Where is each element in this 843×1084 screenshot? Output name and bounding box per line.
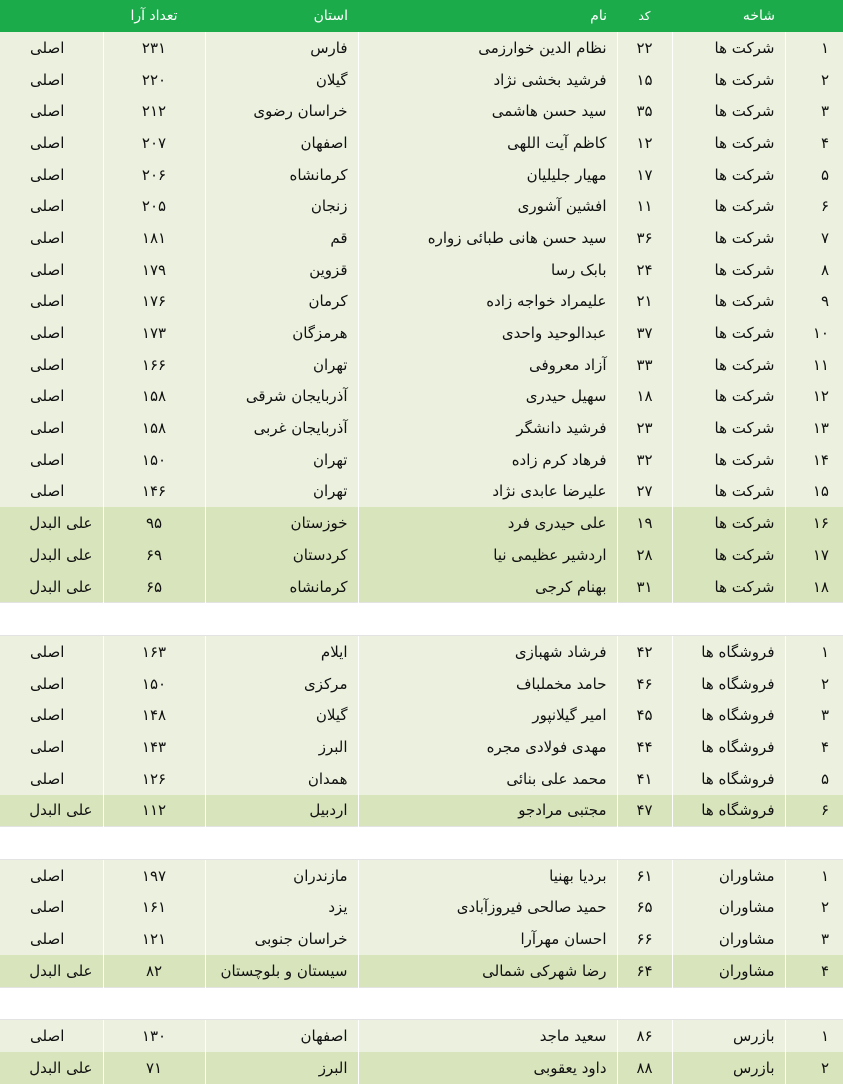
table-row [0, 571, 843, 603]
row-name: رضا شهرکی شمالی [358, 955, 617, 987]
table-row [0, 317, 843, 349]
row-name: فرشید دانشگر [358, 412, 617, 444]
row-index [785, 987, 843, 1020]
row-code: ۴۴ [617, 731, 672, 763]
row-code: ۱۲ [617, 127, 672, 159]
row-province: مرکزی [205, 668, 358, 700]
table-row [0, 699, 843, 731]
row-index: ۱۰ [785, 317, 843, 349]
row-index: ۶ [785, 190, 843, 222]
row-status: اصلی [0, 859, 103, 891]
row-province: اصفهان [205, 127, 358, 159]
row-index: ۱ [785, 636, 843, 668]
table-row [0, 1052, 843, 1084]
row-index: ۹ [785, 286, 843, 318]
row-name: محمد علی بنائی [358, 763, 617, 795]
row-code: ۲۸ [617, 539, 672, 571]
row-votes: ۱۷۹ [103, 254, 205, 286]
row-name: مهیار جلیلیان [358, 159, 617, 191]
row-code: ۲۳ [617, 412, 672, 444]
row-votes: ۸۲ [103, 955, 205, 987]
row-index: ۲ [785, 64, 843, 96]
row-code: ۲۲ [617, 32, 672, 64]
row-code [617, 987, 672, 1020]
row-branch: مشاوران [672, 859, 785, 891]
row-index: ۱۵ [785, 476, 843, 508]
row-index: ۴ [785, 955, 843, 987]
table-row [0, 539, 843, 571]
row-votes: ۱۴۸ [103, 699, 205, 731]
row-status: اصلی [0, 892, 103, 924]
row-branch: شرکت ها [672, 127, 785, 159]
row-code: ۳۵ [617, 95, 672, 127]
row-province: کردستان [205, 539, 358, 571]
row-votes: ۶۹ [103, 539, 205, 571]
row-name: سید حسن هانی طبائی زواره [358, 222, 617, 254]
row-index: ۵ [785, 763, 843, 795]
row-index: ۳ [785, 699, 843, 731]
row-branch: فروشگاه ها [672, 731, 785, 763]
row-province: ایلام [205, 636, 358, 668]
row-status: اصلی [0, 317, 103, 349]
table-row [0, 286, 843, 318]
row-branch: فروشگاه ها [672, 795, 785, 827]
row-index: ۸ [785, 254, 843, 286]
table-row [0, 795, 843, 827]
row-name [358, 827, 617, 860]
row-votes: ۱۷۳ [103, 317, 205, 349]
row-name: فرشید بخشی نژاد [358, 64, 617, 96]
row-branch: فروشگاه ها [672, 636, 785, 668]
header-row [0, 0, 843, 32]
row-branch: بازرس [672, 1052, 785, 1084]
table-row [0, 127, 843, 159]
row-branch: شرکت ها [672, 539, 785, 571]
row-name: فرشاد شهبازی [358, 636, 617, 668]
row-branch: شرکت ها [672, 286, 785, 318]
row-code: ۴۶ [617, 668, 672, 700]
row-name: علیرضا عابدی نژاد [358, 476, 617, 508]
row-province: یزد [205, 892, 358, 924]
table-row [0, 254, 843, 286]
row-name: مهدی فولادی مجره [358, 731, 617, 763]
row-votes: ۱۲۱ [103, 923, 205, 955]
row-code: ۱۸ [617, 381, 672, 413]
row-province: کرمانشاه [205, 159, 358, 191]
row-votes: ۱۷۶ [103, 286, 205, 318]
table-row [0, 1020, 843, 1052]
row-name: نظام الدین خوارزمی [358, 32, 617, 64]
row-status: اصلی [0, 286, 103, 318]
row-index: ۱۸ [785, 571, 843, 603]
table-row [0, 222, 843, 254]
row-votes: ۶۵ [103, 571, 205, 603]
row-code [617, 827, 672, 860]
row-votes: ۲۳۱ [103, 32, 205, 64]
row-index [785, 827, 843, 860]
row-name: آزاد معروفی [358, 349, 617, 381]
row-status: اصلی [0, 349, 103, 381]
row-name: بهنام کرجی [358, 571, 617, 603]
row-code: ۳۳ [617, 349, 672, 381]
row-name: سید حسن هاشمی [358, 95, 617, 127]
row-branch [672, 827, 785, 860]
row-code: ۳۷ [617, 317, 672, 349]
row-name: سهیل حیدری [358, 381, 617, 413]
row-index: ۱۶ [785, 507, 843, 539]
row-branch: مشاوران [672, 955, 785, 987]
row-status: اصلی [0, 476, 103, 508]
header-votes: تعداد آرا [103, 0, 205, 32]
row-name: مجتبی مرادجو [358, 795, 617, 827]
row-code: ۶۵ [617, 892, 672, 924]
row-votes: ۲۲۰ [103, 64, 205, 96]
row-votes: ۱۵۰ [103, 668, 205, 700]
row-branch: مشاوران [672, 892, 785, 924]
row-code: ۸۸ [617, 1052, 672, 1084]
header-index [785, 0, 843, 32]
row-votes: ۱۱۲ [103, 795, 205, 827]
row-status: علی البدل [0, 955, 103, 987]
table-row [0, 412, 843, 444]
row-status: اصلی [0, 731, 103, 763]
row-status: علی البدل [0, 507, 103, 539]
row-name: عبدالوحید واحدی [358, 317, 617, 349]
row-index: ۴ [785, 731, 843, 763]
row-province: تهران [205, 444, 358, 476]
row-votes: ۱۶۳ [103, 636, 205, 668]
row-code: ۱۵ [617, 64, 672, 96]
row-code: ۴۱ [617, 763, 672, 795]
table-row [0, 159, 843, 191]
row-province: تهران [205, 349, 358, 381]
row-province: آذربایجان شرقی [205, 381, 358, 413]
row-branch [672, 987, 785, 1020]
row-branch: بازرس [672, 1020, 785, 1052]
row-code [617, 603, 672, 636]
row-province: همدان [205, 763, 358, 795]
row-votes: ۱۵۰ [103, 444, 205, 476]
row-code: ۳۶ [617, 222, 672, 254]
row-province: گیلان [205, 64, 358, 96]
row-status: اصلی [0, 444, 103, 476]
row-province: خراسان رضوی [205, 95, 358, 127]
row-votes: ۲۰۵ [103, 190, 205, 222]
row-province: فارس [205, 32, 358, 64]
row-index: ۱۷ [785, 539, 843, 571]
row-name [358, 603, 617, 636]
row-province: البرز [205, 1052, 358, 1084]
table-row [0, 32, 843, 64]
row-province: خوزستان [205, 507, 358, 539]
row-status: اصلی [0, 222, 103, 254]
row-province: اردبیل [205, 795, 358, 827]
row-code: ۱۱ [617, 190, 672, 222]
row-status: اصلی [0, 923, 103, 955]
row-votes: ۱۸۱ [103, 222, 205, 254]
row-votes: ۲۰۶ [103, 159, 205, 191]
row-index: ۴ [785, 127, 843, 159]
row-branch: شرکت ها [672, 32, 785, 64]
row-votes: ۱۶۱ [103, 892, 205, 924]
row-branch: شرکت ها [672, 317, 785, 349]
header-name: نام [358, 0, 617, 32]
row-votes: ۲۰۷ [103, 127, 205, 159]
row-province: کرمان [205, 286, 358, 318]
row-code: ۶۶ [617, 923, 672, 955]
row-status: علی البدل [0, 795, 103, 827]
row-province: قم [205, 222, 358, 254]
row-province: هرمزگان [205, 317, 358, 349]
row-votes: ۱۵۸ [103, 381, 205, 413]
row-index: ۲ [785, 668, 843, 700]
row-branch: شرکت ها [672, 381, 785, 413]
row-branch: شرکت ها [672, 159, 785, 191]
row-votes: ۲۱۲ [103, 95, 205, 127]
row-province: زنجان [205, 190, 358, 222]
row-province: گیلان [205, 699, 358, 731]
table-row [0, 636, 843, 668]
table-body [0, 32, 843, 1084]
row-votes: ۱۳۰ [103, 1020, 205, 1052]
row-name: کاظم آیت اللهی [358, 127, 617, 159]
row-province: آذربایجان غربی [205, 412, 358, 444]
row-province [205, 987, 358, 1020]
row-name: اردشیر عظیمی نیا [358, 539, 617, 571]
row-status: اصلی [0, 64, 103, 96]
row-votes [103, 827, 205, 860]
row-code: ۶۴ [617, 955, 672, 987]
row-name: حامد مخملباف [358, 668, 617, 700]
row-branch: شرکت ها [672, 507, 785, 539]
row-code: ۳۱ [617, 571, 672, 603]
row-branch: شرکت ها [672, 254, 785, 286]
row-name: بردیا بهنیا [358, 859, 617, 891]
row-branch: شرکت ها [672, 571, 785, 603]
spacer-row [0, 603, 843, 636]
row-votes [103, 603, 205, 636]
table-row [0, 381, 843, 413]
row-name: بابک رسا [358, 254, 617, 286]
row-province: خراسان جنوبی [205, 923, 358, 955]
table-row [0, 444, 843, 476]
row-status: اصلی [0, 668, 103, 700]
row-status [0, 987, 103, 1020]
header-branch: شاخه [672, 0, 785, 32]
row-name: حمید صالحی فیروزآبادی [358, 892, 617, 924]
row-branch: شرکت ها [672, 349, 785, 381]
row-status: علی البدل [0, 571, 103, 603]
row-status [0, 827, 103, 860]
table-row [0, 731, 843, 763]
row-code: ۱۹ [617, 507, 672, 539]
row-status: علی البدل [0, 1052, 103, 1084]
row-votes: ۱۲۶ [103, 763, 205, 795]
row-index [785, 603, 843, 636]
row-votes: ۱۹۷ [103, 859, 205, 891]
row-province: اصفهان [205, 1020, 358, 1052]
row-status: اصلی [0, 95, 103, 127]
row-status: علی البدل [0, 539, 103, 571]
row-name: علی حیدری فرد [358, 507, 617, 539]
row-code: ۴۵ [617, 699, 672, 731]
row-votes: ۱۴۶ [103, 476, 205, 508]
row-name: داود یعقوبی [358, 1052, 617, 1084]
table-row [0, 95, 843, 127]
spacer-row [0, 987, 843, 1020]
row-branch: مشاوران [672, 923, 785, 955]
row-branch: فروشگاه ها [672, 763, 785, 795]
table-row [0, 64, 843, 96]
row-index: ۱۱ [785, 349, 843, 381]
row-branch: شرکت ها [672, 412, 785, 444]
row-index: ۶ [785, 795, 843, 827]
row-index: ۱ [785, 859, 843, 891]
row-index: ۳ [785, 923, 843, 955]
row-branch [672, 603, 785, 636]
row-province: البرز [205, 731, 358, 763]
row-index: ۵ [785, 159, 843, 191]
row-code: ۲۷ [617, 476, 672, 508]
row-status [0, 603, 103, 636]
row-index: ۳ [785, 95, 843, 127]
row-code: ۴۷ [617, 795, 672, 827]
row-index: ۲ [785, 1052, 843, 1084]
row-status: اصلی [0, 763, 103, 795]
table-row [0, 190, 843, 222]
row-code: ۲۴ [617, 254, 672, 286]
row-status: اصلی [0, 254, 103, 286]
row-code: ۳۲ [617, 444, 672, 476]
header-code: کد [617, 0, 672, 32]
table-row [0, 955, 843, 987]
row-branch: فروشگاه ها [672, 699, 785, 731]
row-province: کرمانشاه [205, 571, 358, 603]
header-province: استان [205, 0, 358, 32]
row-branch: شرکت ها [672, 476, 785, 508]
row-code: ۱۷ [617, 159, 672, 191]
row-name: سعید ماجد [358, 1020, 617, 1052]
row-branch: شرکت ها [672, 64, 785, 96]
row-province: تهران [205, 476, 358, 508]
row-status: اصلی [0, 1020, 103, 1052]
row-votes: ۱۴۳ [103, 731, 205, 763]
row-province: قزوین [205, 254, 358, 286]
row-index: ۱۳ [785, 412, 843, 444]
row-status: اصلی [0, 159, 103, 191]
table-row [0, 892, 843, 924]
table-row [0, 859, 843, 891]
row-name [358, 987, 617, 1020]
row-votes: ۱۶۶ [103, 349, 205, 381]
header-status [0, 0, 103, 32]
row-status: اصلی [0, 381, 103, 413]
table-row [0, 507, 843, 539]
row-index: ۷ [785, 222, 843, 254]
row-index: ۱ [785, 32, 843, 64]
row-name: افشین آشوری [358, 190, 617, 222]
row-status: اصلی [0, 412, 103, 444]
row-name: احسان مهرآرا [358, 923, 617, 955]
row-name: فرهاد کرم زاده [358, 444, 617, 476]
row-votes: ۷۱ [103, 1052, 205, 1084]
row-status: اصلی [0, 190, 103, 222]
table-row [0, 476, 843, 508]
row-index: ۱۲ [785, 381, 843, 413]
row-code: ۲۱ [617, 286, 672, 318]
row-status: اصلی [0, 699, 103, 731]
row-province: سیستان و بلوچستان [205, 955, 358, 987]
spacer-row [0, 827, 843, 860]
row-code: ۴۲ [617, 636, 672, 668]
row-branch: شرکت ها [672, 95, 785, 127]
row-name: امیر گیلانپور [358, 699, 617, 731]
row-province [205, 603, 358, 636]
row-votes: ۹۵ [103, 507, 205, 539]
row-branch: شرکت ها [672, 222, 785, 254]
table-row [0, 923, 843, 955]
row-index: ۱ [785, 1020, 843, 1052]
table-row [0, 349, 843, 381]
row-status: اصلی [0, 32, 103, 64]
row-votes: ۱۵۸ [103, 412, 205, 444]
row-status: اصلی [0, 127, 103, 159]
row-code: ۶۱ [617, 859, 672, 891]
row-branch: شرکت ها [672, 444, 785, 476]
row-code: ۸۶ [617, 1020, 672, 1052]
row-index: ۱۴ [785, 444, 843, 476]
row-province [205, 827, 358, 860]
row-province: مازندران [205, 859, 358, 891]
row-name: علیمراد خواجه زاده [358, 286, 617, 318]
row-votes [103, 987, 205, 1020]
row-branch: شرکت ها [672, 190, 785, 222]
table-row [0, 763, 843, 795]
table-row [0, 668, 843, 700]
row-index: ۲ [785, 892, 843, 924]
row-branch: فروشگاه ها [672, 668, 785, 700]
row-status: اصلی [0, 636, 103, 668]
